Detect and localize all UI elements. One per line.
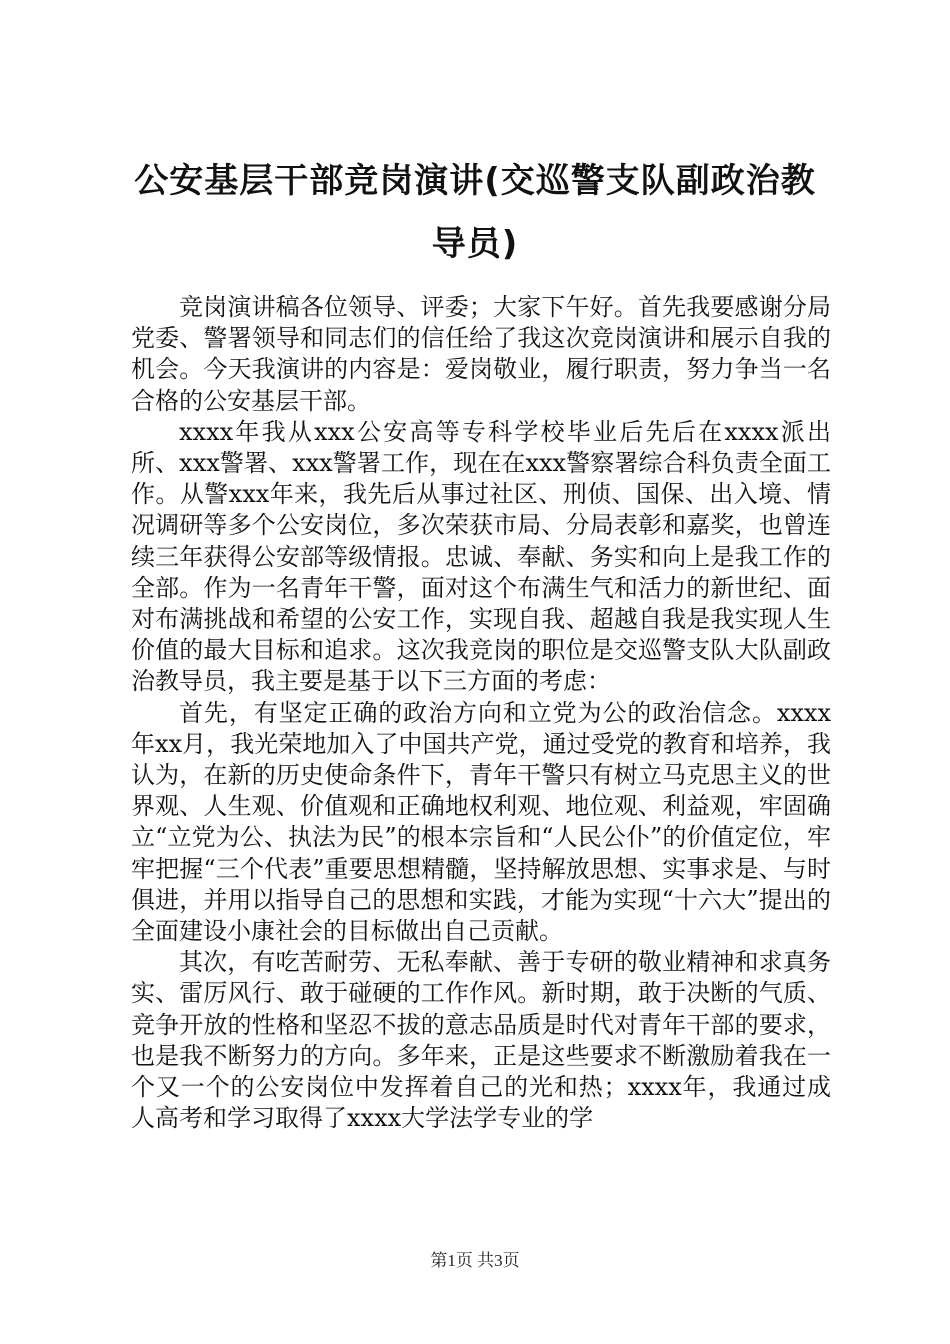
- paragraph: 竞岗演讲稿各位领导、评委；大家下午好。首先我要感谢分局党委、警署领导和同志们的信任给了我这次竞岗演讲和展示自我的机会。今天我演讲的内容是：爱岗敬业，履行职责，努力争当一名合格的公安基层干部。: [131, 293, 831, 415]
- paragraph: xxxx年我从xxx公安高等专科学校毕业后先后在xxxx派出所、xxx警署、xxx警署工作，现在在xxx警察署综合科负责全面工作。从警xxx年来，我先后从事过社区、刑侦、国保、出入境、情况调研等多个公安岗位，多次荣获市局、分局表彰和嘉奖，也曾连续三年获得公安部等级情报。忠诚、奉献、务实和向上是我工作的全部。作为一名青年干警，面对这个布满生气和活力的新世纪、面对布满挑战和希望的公安工作，实现自我、超越自我是我实现人生价值的最大目标和追求。这次我竞岗的职位是交巡警支队大队副政治教导员，我主要是基于以下三方面的考虑：: [131, 417, 831, 696]
- document-title-line-1: 公安基层干部竞岗演讲(交巡警支队副政治教: [134, 161, 816, 201]
- paragraph: 首先，有坚定正确的政治方向和立党为公的政治信念。xxxx年xx月，我光荣地加入了中国共产党，通过受党的教育和培养，我认为，在新的历史使命条件下，青年干警只有树立马克思主义的世界观、人生观、价值观和正确地权利观、地位观、利益观，牢固确立“立党为公、执法为民”的根本宗旨和“人民公仆”的价值定位，牢牢把握“三个代表”重要思想精髓，坚持解放思想、实事求是、与时俱进，并用以指导自己的思想和实践，才能为实现“十六大”提出的全面建设小康社会的目标做出自己贡献。: [131, 698, 831, 946]
- paragraph: 其次，有吃苦耐劳、无私奉献、善于专研的敬业精神和求真务实、雷厉风行、敢于碰硬的工作作风。新时期，敢于决断的气质、竞争开放的性格和坚忍不拔的意志品质是时代对青年干部的要求，也是我不断努力的方向。多年来，正是这些要求不断激励着我在一个又一个的公安岗位中发挥着自己的光和热；xxxx年，我通过成人高考和学习取得了xxxx大学法学专业的学: [131, 948, 831, 1133]
- page-number-footer: 第1页 共3页: [430, 1251, 520, 1270]
- document-body: [131, 292, 831, 1134]
- document-title-line-2: 导员): [431, 224, 519, 264]
